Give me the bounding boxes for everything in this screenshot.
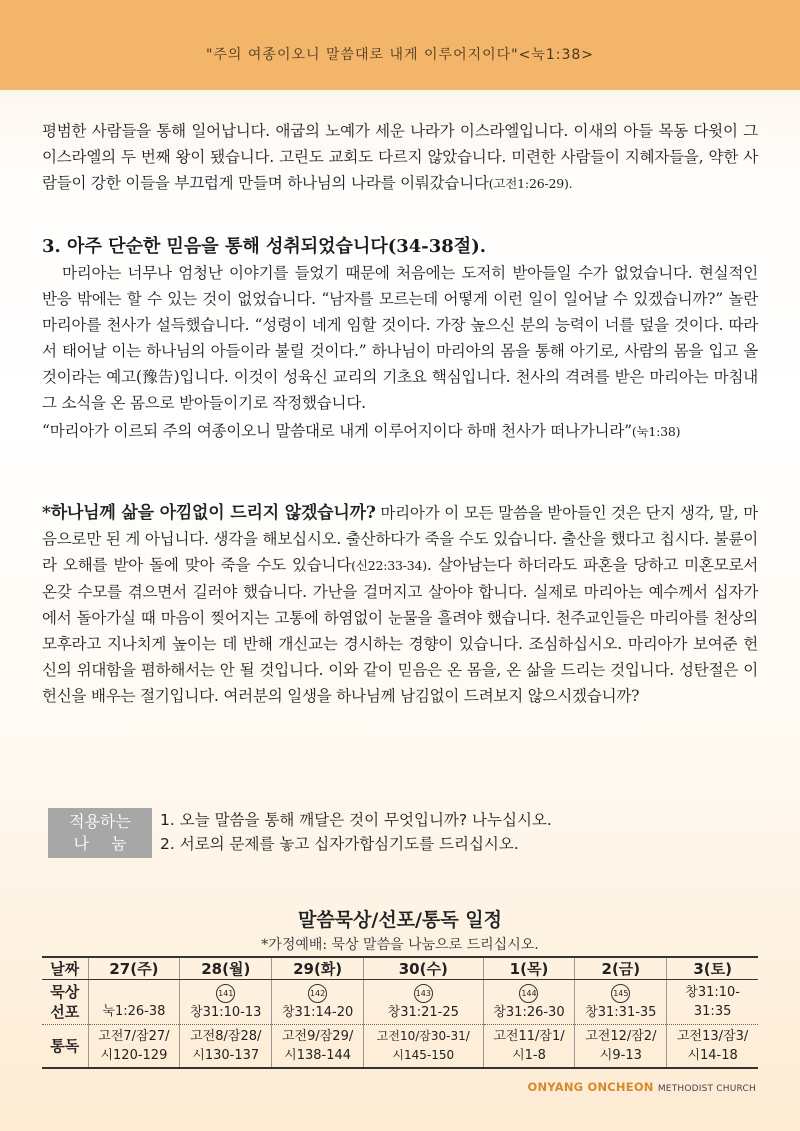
schedule-ref: 창31:31-35 [585,1004,657,1020]
schedule-cell [272,980,364,1025]
sermon-number: 143 [414,984,433,1003]
schedule-cell: 고전10/잠30-31/ 시145-150 [364,1025,484,1069]
question-heading: *하나님께 삶을 아낌없이 드리지 않겠습니까? [42,503,376,523]
header-verse: "주의 여종이오니 말씀대로 내게 이루어지이다"<눅1:38> [205,47,595,63]
quote-text: “마리아가 이르되 주의 여종이오니 말씀대로 내게 이루어지이다 하매 천사가 떠나가니라” [42,422,632,440]
sermon-number-badge [308,983,327,1003]
header-cell: 1(목) [483,957,575,980]
header-cell: 27(주) [88,957,180,980]
header-cell: 2(금) [575,957,667,980]
schedule-cell: 고전13/잠3/ 시14-18 [667,1025,758,1069]
row-label-top: 묵상 [50,983,80,1001]
schedule-cell: 고전9/잠29/ 시138-144 [272,1025,364,1069]
schedule-ref: 눅1:26-38 [102,1004,166,1019]
section-heading: 3. 아주 단순한 믿음을 통해 성취되었습니다(34-38절). [42,236,486,257]
schedule-table [42,956,758,1069]
schedule-cell: 고전11/잠1/ 시1-8 [483,1025,575,1069]
paragraph-3-ref: (신22:33-34) [351,558,427,573]
schedule-cell [483,980,575,1025]
sermon-number: 144 [519,984,538,1003]
quote-ref: (눅1:38) [631,424,681,439]
schedule-cell: 고전7/잠27/ 시120-129 [88,1025,180,1069]
apply-label-line2: 나눔 [73,834,149,853]
apply-label-box [48,808,152,858]
schedule-row-reading [42,1025,758,1069]
schedule-cell [364,980,484,1025]
schedule-cell [180,980,272,1025]
church-logo-text [528,1080,757,1094]
schedule-ref-line1: 창31:10- [685,985,740,1000]
schedule-title: 말씀묵상/선포/통독 일정 [297,909,503,931]
paragraph-1-text: 평범한 사람들을 통해 일어납니다. 애굽의 노예가 세운 나라가 이스라엘입니다. 이새의 아들 목동 다윗이 그 이스라엘의 두 번째 왕이 됐습니다. 고린도 교회도 다르지 않았습니다. 미련한 사람들이 지혜자들을, 약한 사람들이 강한 이들을 부끄럽게 만들며 하나님의 나라를 이뤄갔습니다 [42,122,758,192]
header-cell: 30(수) [364,957,484,980]
schedule-cell [88,980,180,1025]
paragraph-3 [42,500,758,709]
schedule-ref: 창31:26-30 [493,1004,565,1020]
sermon-number: 142 [308,984,327,1003]
schedule-cell [667,980,758,1025]
schedule-ref: 31:35 [693,1004,732,1019]
schedule-row-meditation [42,980,758,1025]
sermon-number: 141 [216,984,235,1003]
row-label-reading: 통독 [50,1037,80,1055]
row-label-meditation [42,980,88,1025]
apply-list [160,808,760,856]
sermon-number-badge [519,983,538,1003]
schedule-ref: 창31:21-25 [387,1004,459,1020]
paragraph-1 [42,118,758,197]
schedule-ref: 창31:10-13 [190,1004,262,1020]
church-name-main: ONYANG ONCHEON [527,1080,654,1094]
paragraph-2 [42,260,758,445]
schedule-ref: 창31:14-20 [281,1004,354,1020]
row-label-bottom: 선포 [50,1003,80,1021]
header-cell: 날짜 [42,957,88,980]
paragraph-3-text-1: 마리아가 이 모든 말씀을 받아들인 것은 단지 생각, 말, 마음으로만 된 게 아닙니다. 생각을 해보십시오. 출산하다가 죽을 수도 있습니다. 출산을 했다고 칩시다. 불륜이라 오해를 받아 돌에 맞아 죽을 수도 있습니다 [42,504,758,574]
apply-item: 2. 서로의 문제를 놓고 십자가합심기도를 드리십시오. [160,835,519,853]
sermon-number-badge [611,983,630,1003]
sermon-number-badge [414,983,433,1003]
paragraph-1-ref: (고전1:26-29). [488,176,573,191]
schedule-cell [575,980,667,1025]
church-name-rest: METHODIST CHURCH [657,1084,756,1094]
header-cell: 29(화) [272,957,364,980]
schedule-header-row [42,957,758,980]
header-cell: 3(토) [667,957,758,980]
schedule-cell: 고전8/잠28/ 시130-137 [180,1025,272,1069]
schedule-cell: 고전12/잠2/ 시9-13 [575,1025,667,1069]
apply-item: 1. 오늘 말씀을 통해 깨달은 것이 무엇입니까? 나누십시오. [160,811,552,829]
schedule-note: *가정예배: 묵상 말씀을 나눔으로 드리십시오. [261,937,539,953]
paragraph-3-text-2: . 살아남는다 하더라도 파혼을 당하고 미혼모로서 온갖 수모를 겪으면서 길러야 했습니다. 가난을 걸머지고 살아야 합니다. 실제로 마리아는 예수께서 십자가에서 돌아가실 때 마음이 찢어지는 고통에 하염없이 눈물을 흘려야 했습니다. 천주교인들은 마리아를 천상의 모후라고 지나치게 높이는 데 반해 개신교는 경시하는 경향이 있습니다. 조심하십시오. 마리아가 보여준 헌신의 위대함을 폄하해서는 안 될 것입니다. 이와 같이 믿음은 온 몸을, 온 삶을 드리는 것입니다. 성탄절은 이 헌신을 배우는 절기입니다. 여러분의 일생을 하나님께 남김없이 드려보지 않으시겠습니까? [42,556,758,705]
sermon-number: 145 [611,984,630,1003]
apply-label-line1: 적용하는 [69,812,131,831]
quote [42,418,758,445]
paragraph-2-text: 마리아는 너무나 엄청난 이야기를 들었기 때문에 처음에는 도저히 받아들일 수가 없었습니다. 현실적인 반응 밖에는 할 수 있는 것이 없었습니다. “남자를 모르는데 어떻게 이런 일이 일어날 수 있겠습니까?” 놀란 마리아를 천사가 설득했습니다. “성령이 네게 임할 것이다. 가장 높으신 분의 능력이 너를 덮을 것이다. 따라서 태어날 이는 하나님의 아들이라 불릴 것이다.” 하나님이 마리아의 몸을 통해 아기로, 사람의 몸을 입고 올 것이라는 예고(豫告)입니다. 이것이 성육신 교리의 기초요 핵심입니다. 천사의 격려를 받은 마리아는 마침내 그 소식을 온 몸으로 받아들이기로 작정했습니다. [42,264,758,412]
header-cell: 28(월) [180,957,272,980]
sermon-number-badge [216,983,235,1003]
